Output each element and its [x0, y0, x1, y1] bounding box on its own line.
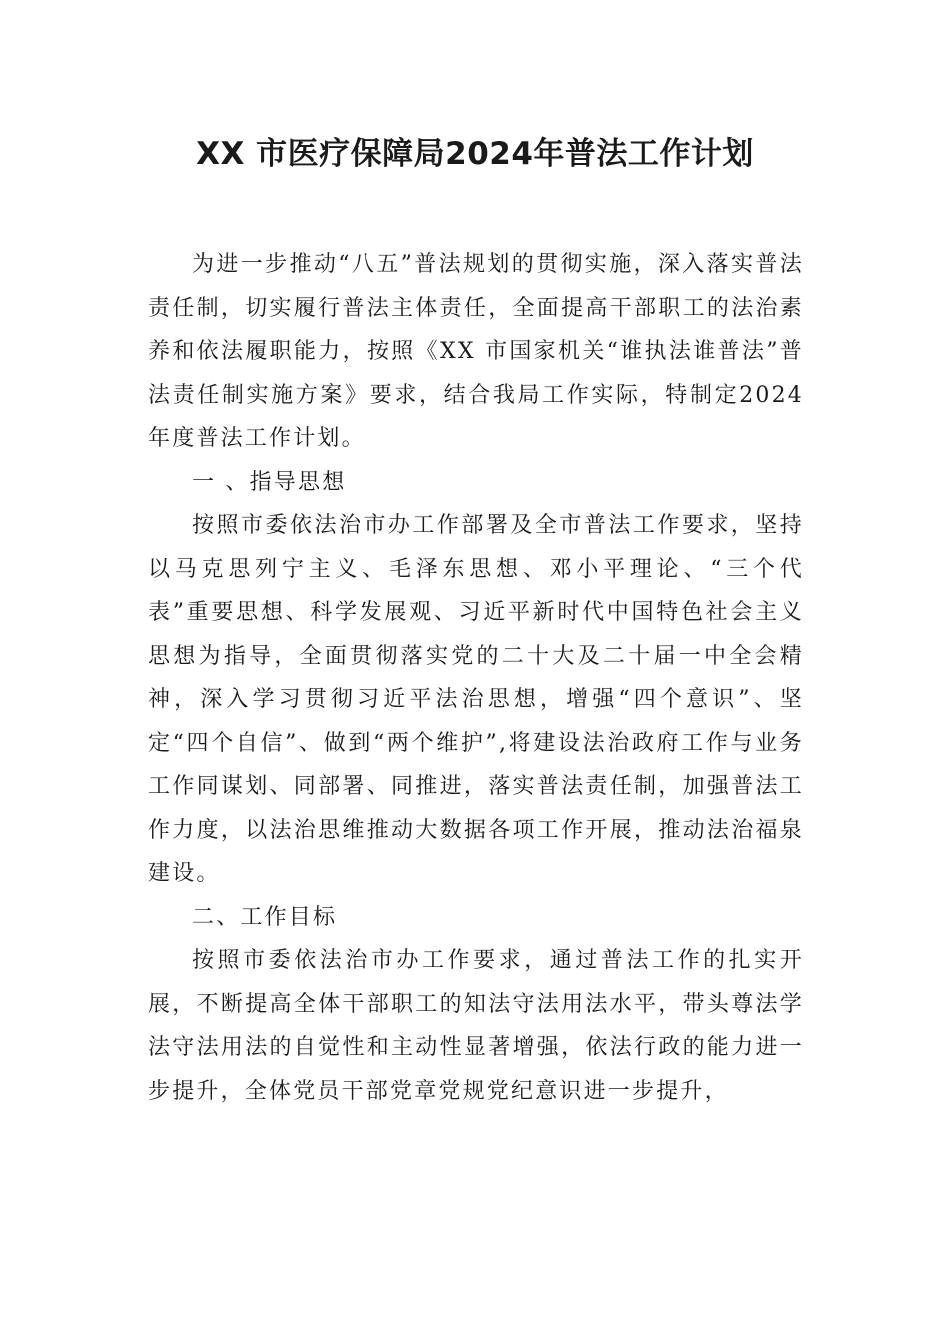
- intro-paragraph: 为进一步推动“八五”普法规划的贯彻实施，深入落实普法责任制，切实履行普法主体责任，全面提高干部职工的法治素养和依法履职能力，按照《XX 市国家机关“谁执法谁普法”普法责任制实施方案》要求，结合我局工作实际，特制定2024年度普法工作计划。: [148, 252, 804, 451]
- section-heading-work-goals: 二、工作目标: [192, 904, 338, 930]
- section-body-work-goals: 按照市委依法治市办工作要求，通过普法工作的扎实开展，不断提高全体干部职工的知法守法用法水平，带头尊法学法守法用法的自觉性和主动性显著增强，依法行政的能力进一步提升，全体党员干部党章党规党纪意识进一步提升，: [148, 948, 804, 1104]
- document-body: [148, 243, 804, 1113]
- section-heading-guiding-ideology: 一 、指导思想: [192, 469, 347, 495]
- document-title: XX 市医疗保障局2024年普法工作计划: [196, 136, 754, 172]
- section-body-guiding-ideology: 按照市委依法治市办工作部署及全市普法工作要求，坚持以马克思列宁主义、毛泽东思想、邓小平理论、“三个代表”重要思想、科学发展观、习近平新时代中国特色社会主义思想为指导，全面贯彻落实党的二十大及二十届一中全会精神，深入学习贯彻习近平法治思想，增强“四个意识”、坚定“四个自信”、做到“两个维护”,将建设法治政府工作与业务工作同谋划、同部署、同推进，落实普法责任制，加强普法工作力度，以法治思维推动大数据各项工作开展，推动法治福泉建设。: [148, 513, 804, 886]
